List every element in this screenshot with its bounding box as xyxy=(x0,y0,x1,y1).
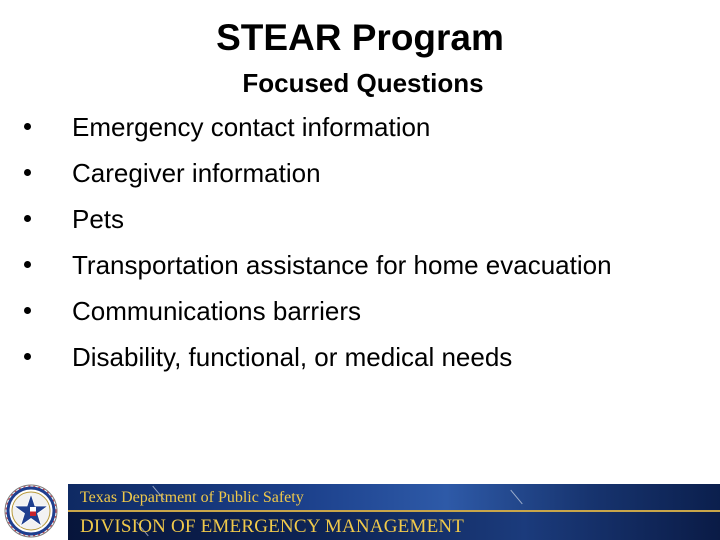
bullet-dot-icon xyxy=(24,307,31,314)
bullet-text: Transportation assistance for home evacuation xyxy=(72,250,612,280)
slide-subtitle xyxy=(0,66,720,100)
slide-subtitle-text: Focused Questions xyxy=(242,68,484,98)
bullet-item xyxy=(24,108,704,154)
footer xyxy=(0,482,720,540)
bullet-list xyxy=(24,108,704,384)
tdem-seal-icon xyxy=(4,484,58,538)
bullet-item xyxy=(24,246,704,292)
bullet-text: Caregiver information xyxy=(72,158,321,188)
footer-gold-stripe xyxy=(68,510,720,512)
bullet-item xyxy=(24,154,704,200)
bullet-text: Emergency contact information xyxy=(72,112,431,142)
bullet-text: Disability, functional, or medical needs xyxy=(72,342,513,372)
slide-title: STEAR Program xyxy=(216,17,504,58)
bullet-dot-icon xyxy=(24,169,31,176)
bullet-dot-icon xyxy=(24,261,31,268)
footer-banner xyxy=(68,484,720,540)
division-name: DIVISION OF EMERGENCY MANAGEMENT xyxy=(80,516,465,537)
bullet-item xyxy=(24,292,704,338)
bullet-dot-icon xyxy=(24,353,31,360)
bullet-item xyxy=(24,200,704,246)
bullet-text: Pets xyxy=(72,204,125,234)
bullet-item xyxy=(24,338,704,384)
bullet-text: Communications barriers xyxy=(72,296,361,326)
bullet-dot-icon xyxy=(24,215,31,222)
bullet-dot-icon xyxy=(24,123,31,130)
agency-name: Texas Department of Public Safety xyxy=(80,489,304,506)
